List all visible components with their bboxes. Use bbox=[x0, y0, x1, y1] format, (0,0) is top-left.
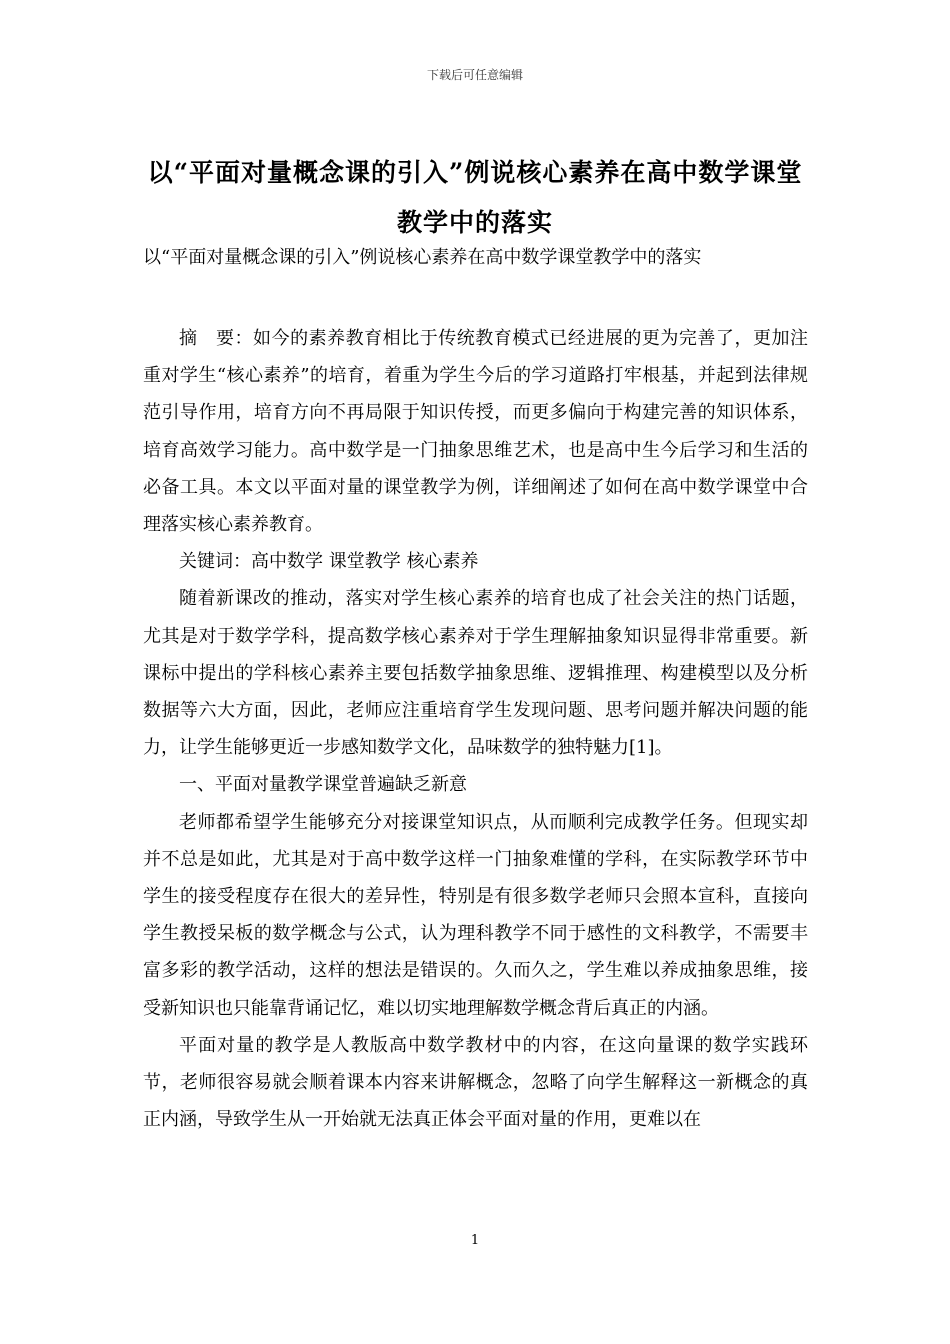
document-subtitle: 以“平面对量概念课的引入”例说核心素养在高中数学课堂教学中的落实 bbox=[143, 247, 702, 268]
document-body bbox=[143, 320, 808, 1138]
document-title: 以“平面对量概念课的引入”例说核心素养在高中数学课堂教学中的落实 bbox=[147, 158, 803, 237]
body-paragraph: 老师都希望学生能够充分对接课堂知识点，从而顺利完成教学任务。但现实却并不总是如此，尤其是对于高中数学这样一门抽象难懂的学科，在实际教学环节中学生的接受程度存在很大的差异性，特别是有很多数学老师只会照本宣科，直接向学生教授呆板的数学概念与公式，认为理科教学不同于感性的文科教学，不需要丰富多彩的教学活动，这样的想法是错误的。久而久之，学生难以养成抽象思维，接受新知识也只能靠背诵记忆，难以切实地理解数学概念背后真正的内涵。 bbox=[143, 811, 808, 1019]
section-heading: 一、平面对量教学课堂普遍缺乏新意 bbox=[179, 774, 467, 796]
keywords-line: 关键词：高中数学 课堂教学 核心素养 bbox=[179, 551, 479, 573]
body-paragraph: 随着新课改的推动，落实对学生核心素养的培育也成了社会关注的热门话题，尤其是对于数学学科，提高数学核心素养对于学生理解抽象知识显得非常重要。新课标中提出的学科核心素养主要包括数学抽象思维、逻辑推理、构建模型以及分析数据等六大方面，因此，老师应注重培育学生发现问题、思考问题并解决问题的能力，让学生能够更近一步感知数学文化，品味数学的独特魅力[1]。 bbox=[143, 588, 808, 759]
body-paragraph: 平面对量的教学是人教版高中数学教材中的内容，在这向量课的数学实践环节，老师很容易就会顺着课本内容来讲解概念，忽略了向学生解释这一新概念的真正内涵，导致学生从一开始就无法真正体会平面对量的作用，更难以在 bbox=[143, 1034, 808, 1131]
abstract-paragraph: 摘 要：如今的素养教育相比于传统教育模式已经进展的更为完善了，更加注重对学生“核心素养”的培育，着重为学生今后的学习道路打牢根基，并起到法律规范引导作用，培育方向不再局限于知识传授，而更多偏向于构建完善的知识体系，培育高效学习能力。高中数学是一门抽象思维艺术，也是高中生今后学习和生活的必备工具。本文以平面对量的课堂教学为例，详细阐述了如何在高中数学课堂中合理落实核心素养教育。 bbox=[143, 328, 808, 536]
page-header: 下载后可任意编辑 bbox=[426, 68, 523, 82]
page-number: 1 bbox=[470, 1233, 480, 1248]
